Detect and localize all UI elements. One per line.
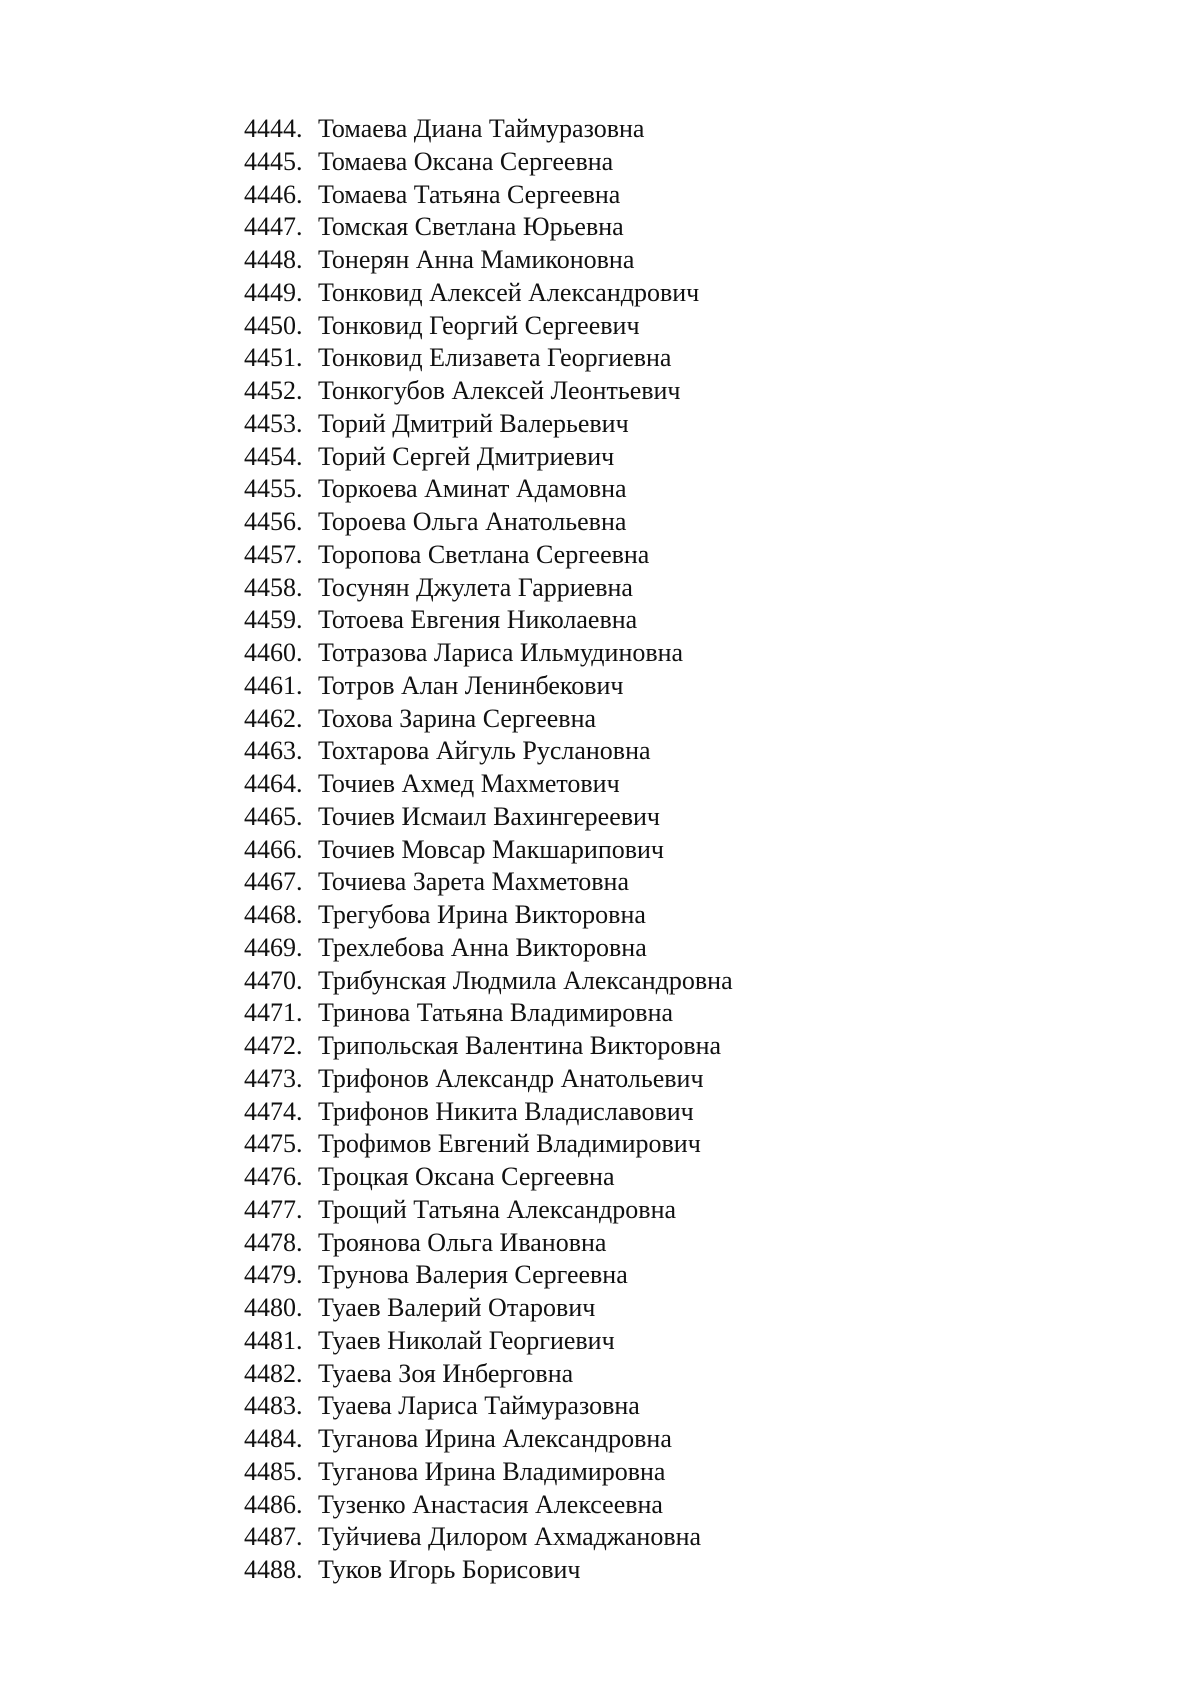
- list-item: [244, 1096, 733, 1129]
- entry-number: 4462.: [244, 703, 303, 733]
- list-item: [244, 113, 733, 146]
- entry-name: Тонкогубов Алексей Леонтьевич: [318, 376, 681, 405]
- entry-number: 4447.: [244, 212, 303, 242]
- entry-number: 4472.: [244, 1031, 303, 1060]
- list-item: [244, 1128, 733, 1161]
- entry-number: 4478.: [244, 1227, 303, 1257]
- entry-name: Томская Светлана Юрьевна: [318, 212, 624, 242]
- entry-name: Томаева Татьяна Сергеевна: [318, 179, 621, 209]
- entry-number: 4448.: [244, 245, 303, 274]
- list-item: [244, 1259, 733, 1292]
- entry-name: Торий Сергей Дмитриевич: [318, 441, 615, 471]
- entry-name: Трифонов Никита Владиславович: [318, 1096, 694, 1126]
- entry-number: 4445.: [244, 146, 303, 176]
- entry-name: Тотров Алан Ленинбекович: [318, 670, 624, 700]
- entry-number: 4488.: [244, 1555, 303, 1584]
- entry-name: Трощий Татьяна Александровна: [318, 1194, 677, 1224]
- list-item: [244, 506, 733, 539]
- list-item: [244, 342, 733, 375]
- list-item: [244, 473, 733, 506]
- entry-name: Точиев Ахмед Махметович: [318, 769, 620, 798]
- entry-name: Трунова Валерия Сергеевна: [318, 1260, 628, 1290]
- entry-name: Тороева Ольга Анатольевна: [318, 507, 627, 536]
- list-item: [244, 866, 733, 899]
- list-item: [244, 997, 733, 1030]
- entry-number: 4456.: [244, 507, 303, 536]
- list-item: [244, 1227, 733, 1260]
- entry-number: 4449.: [244, 277, 303, 307]
- entry-name: Трегубова Ирина Викторовна: [318, 900, 646, 929]
- list-item: [244, 932, 733, 965]
- list-item: [244, 1521, 733, 1554]
- entry-name: Трофимов Евгений Владимирович: [318, 1129, 701, 1159]
- entry-name: Тонерян Анна Мамиконовна: [318, 245, 635, 274]
- list-item: [244, 408, 733, 441]
- entry-name: Туаева Зоя Инберговна: [318, 1358, 574, 1388]
- entry-name: Туаев Николай Георгиевич: [318, 1325, 615, 1355]
- entry-name: Тосунян Джулета Гарриевна: [318, 572, 633, 602]
- entry-name: Торкоева Аминат Адамовна: [318, 474, 627, 504]
- entry-number: 4483.: [244, 1391, 303, 1421]
- entry-number: 4477.: [244, 1194, 303, 1224]
- entry-name: Трифонов Александр Анатольевич: [318, 1063, 704, 1093]
- entry-name: Тохтарова Айгуль Руслановна: [318, 736, 651, 766]
- entry-number: 4484.: [244, 1424, 303, 1453]
- entry-number: 4482.: [244, 1358, 303, 1388]
- list-item: [244, 539, 733, 572]
- list-item: [244, 1194, 733, 1227]
- entry-number: 4481.: [244, 1325, 303, 1355]
- entry-number: 4485.: [244, 1456, 303, 1486]
- entry-number: 4474.: [244, 1096, 303, 1126]
- entry-number: 4465.: [244, 801, 303, 831]
- entry-number: 4476.: [244, 1162, 303, 1191]
- list-item: [244, 1161, 733, 1194]
- entry-number: 4451.: [244, 343, 303, 373]
- list-item: [244, 1456, 733, 1489]
- entry-number: 4454.: [244, 441, 303, 471]
- entry-number: 4459.: [244, 605, 303, 635]
- entry-name: Тонковид Георгий Сергеевич: [318, 310, 640, 340]
- entry-number: 4444.: [244, 114, 303, 143]
- entry-number: 4460.: [244, 638, 303, 667]
- list-item: [244, 768, 733, 801]
- list-item: [244, 211, 733, 244]
- entry-number: 4471.: [244, 998, 303, 1028]
- entry-number: 4446.: [244, 179, 303, 209]
- list-item: [244, 965, 733, 998]
- entry-name: Торопова Светлана Сергеевна: [318, 539, 650, 569]
- entry-number: 4453.: [244, 408, 303, 438]
- list-item: [244, 179, 733, 212]
- entry-number: 4479.: [244, 1260, 303, 1290]
- entry-number: 4486.: [244, 1489, 303, 1519]
- list-item: [244, 801, 733, 834]
- entry-name: Тонковид Елизавета Георгиевна: [318, 343, 672, 373]
- list-item: [244, 1423, 733, 1456]
- entry-name: Туаева Лариса Таймуразовна: [318, 1391, 640, 1421]
- entry-number: 4470.: [244, 965, 303, 995]
- entry-number: 4467.: [244, 867, 303, 897]
- entry-name: Троянова Ольга Ивановна: [318, 1227, 607, 1257]
- list-item: [244, 277, 733, 310]
- entry-number: 4458.: [244, 572, 303, 602]
- list-item: [244, 146, 733, 179]
- entry-number: 4455.: [244, 474, 303, 504]
- list-item: [244, 1325, 733, 1358]
- entry-name: Туганова Ирина Владимировна: [318, 1456, 666, 1486]
- list-item: [244, 703, 733, 736]
- name-list: [244, 113, 733, 1587]
- entry-name: Точиев Исмаил Вахингереевич: [318, 801, 660, 831]
- entry-name: Томаева Диана Таймуразовна: [318, 114, 645, 143]
- entry-name: Тринова Татьяна Владимировна: [318, 998, 674, 1028]
- list-item: [244, 1390, 733, 1423]
- list-item: [244, 1030, 733, 1063]
- entry-number: 4461.: [244, 670, 303, 700]
- entry-name: Трехлебова Анна Викторовна: [318, 932, 647, 962]
- entry-number: 4473.: [244, 1063, 303, 1093]
- list-item: [244, 834, 733, 867]
- entry-name: Торий Дмитрий Валерьевич: [318, 408, 629, 438]
- entry-name: Тотоева Евгения Николаевна: [318, 605, 638, 635]
- list-item: [244, 670, 733, 703]
- list-item: [244, 1554, 733, 1587]
- entry-name: Трипольская Валентина Викторовна: [318, 1031, 722, 1060]
- entry-name: Тонковид Алексей Александрович: [318, 277, 700, 307]
- list-item: [244, 1063, 733, 1096]
- list-item: [244, 637, 733, 670]
- entry-name: Точиева Зарета Махметовна: [318, 867, 629, 897]
- entry-number: 4487.: [244, 1522, 303, 1552]
- entry-name: Туйчиева Дилором Ахмаджановна: [318, 1522, 702, 1552]
- entry-name: Туаев Валерий Отарович: [318, 1293, 596, 1322]
- entry-number: 4452.: [244, 376, 303, 405]
- list-item: [244, 1358, 733, 1391]
- entry-name: Туганова Ирина Александровна: [318, 1424, 672, 1453]
- entry-number: 4468.: [244, 900, 303, 929]
- list-item: [244, 1489, 733, 1522]
- entry-number: 4464.: [244, 769, 303, 798]
- entry-number: 4463.: [244, 736, 303, 766]
- list-item: [244, 310, 733, 343]
- entry-number: 4450.: [244, 310, 303, 340]
- entry-number: 4480.: [244, 1293, 303, 1322]
- list-item: [244, 244, 733, 277]
- entry-number: 4457.: [244, 539, 303, 569]
- entry-name: Тузенко Анастасия Алексеевна: [318, 1489, 663, 1519]
- entry-number: 4469.: [244, 932, 303, 962]
- entry-number: 4475.: [244, 1129, 303, 1159]
- list-item: [244, 735, 733, 768]
- list-item: [244, 441, 733, 474]
- entry-name: Трибунская Людмила Александровна: [318, 965, 733, 995]
- entry-name: Томаева Оксана Сергеевна: [318, 146, 614, 176]
- entry-name: Троцкая Оксана Сергеевна: [318, 1162, 615, 1191]
- list-item: [244, 375, 733, 408]
- entry-name: Тотразова Лариса Ильмудиновна: [318, 638, 684, 667]
- list-item: [244, 1292, 733, 1325]
- list-item: [244, 604, 733, 637]
- list-item: [244, 899, 733, 932]
- list-item: [244, 572, 733, 605]
- entry-number: 4466.: [244, 834, 303, 864]
- entry-name: Точиев Мовсар Макшарипович: [318, 834, 664, 864]
- entry-name: Тохова Зарина Сергеевна: [318, 703, 597, 733]
- entry-name: Туков Игорь Борисович: [318, 1555, 581, 1584]
